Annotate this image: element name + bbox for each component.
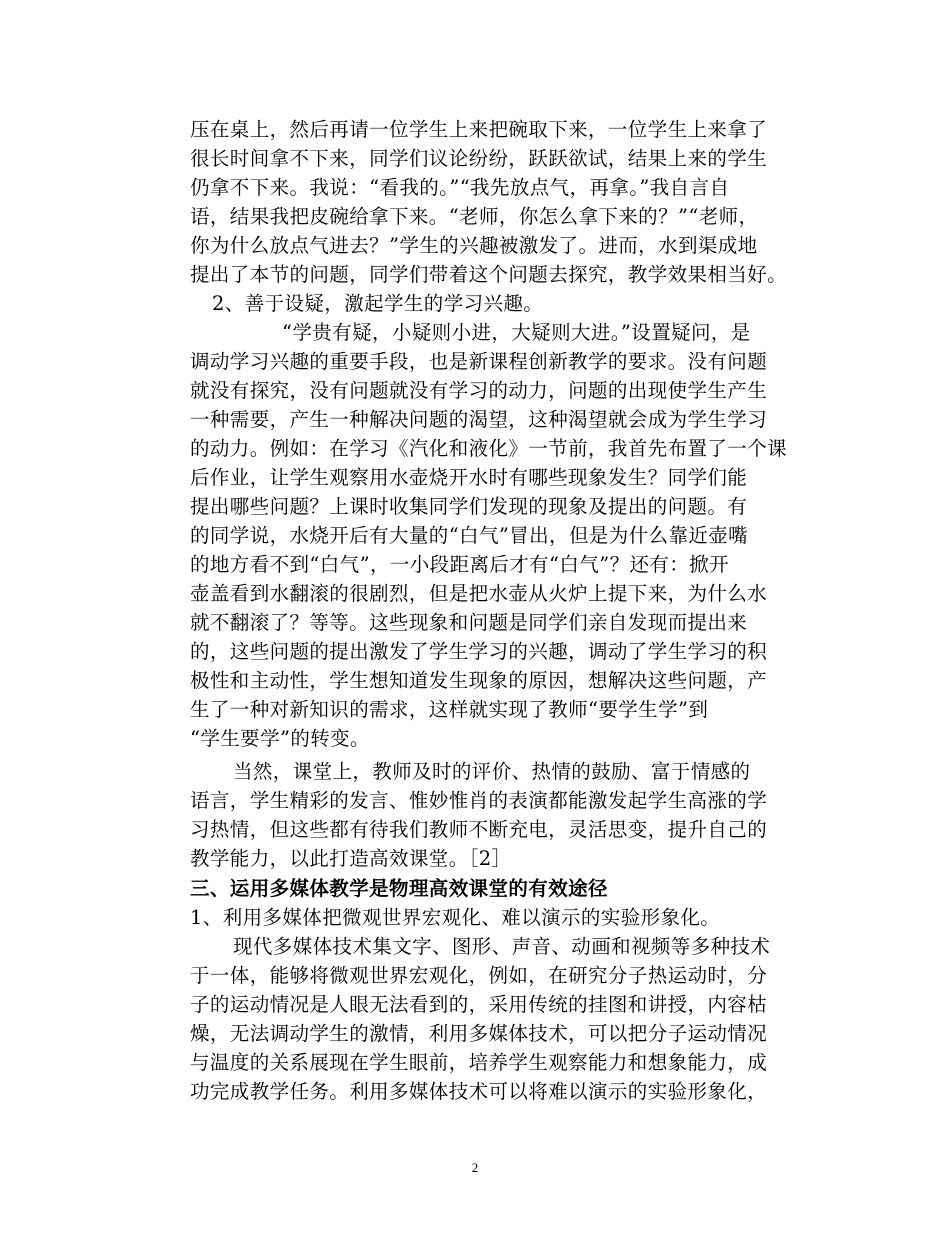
paragraph-line: 壶盖看到水翻滚的很剧烈，但是把水壶从火炉上提下来，为什么水 <box>190 582 768 605</box>
paragraph-line: 于一体，能够将微观世界宏观化，例如，在研究分子热运动时，分 <box>190 964 768 987</box>
paragraph-line: 的动力。例如：在学习《汽化和液化》一节前，我首先布置了一个课 <box>190 437 788 460</box>
subsection-heading: 1、利用多媒体把微观世界宏观化、难以演示的实验形象化。 <box>190 906 721 929</box>
paragraph-line: 提出了本节的问题，同学们带着这个问题去探究，教学效果相当好。 <box>190 263 788 286</box>
paragraph-line: 习热情，但这些都有待我们教师不断充电，灵活思变，提升自己的 <box>190 818 768 841</box>
paragraph-line: 调动学习兴趣的重要手段，也是新课程创新教学的要求。没有问题 <box>190 350 768 373</box>
paragraph-line: “学贵有疑，小疑则小进，大疑则大进。”设置疑问，是 <box>282 321 751 344</box>
paragraph-line: 与温度的关系展现在学生眼前，培养学生观察能力和想象能力，成 <box>190 1051 768 1074</box>
paragraph-line: 现代多媒体技术集文字、图形、声音、动画和视频等多种技术 <box>233 935 771 958</box>
paragraph-line: 你为什么放点气进去？”学生的兴趣被激发了。进而，水到渠成地 <box>190 234 758 257</box>
paragraph-line: 极性和主动性，学生想知道发生现象的原因，想解决这些问题，产 <box>190 669 768 692</box>
paragraph-line: 教学能力，以此打造高效课堂。［2］ <box>190 847 512 870</box>
paragraph-line: 提出哪些问题？上课时收集同学们发现的现象及提出的问题。有 <box>190 495 748 518</box>
paragraph-line: 功完成教学任务。利用多媒体技术可以将难以演示的实验形象化， <box>190 1080 768 1103</box>
paragraph-line: 语，结果我把皮碗给拿下来。“老师，你怎么拿下来的？”“老师， <box>190 205 759 228</box>
section-heading: 三、运用多媒体教学是物理高效课堂的有效途径 <box>190 877 608 900</box>
paragraph-line: 子的运动情况是人眼无法看到的，采用传统的挂图和讲授，内容枯 <box>190 993 768 1016</box>
paragraph-line: 生了一种对新知识的需求，这样就实现了教师“要学生学”到 <box>190 698 709 721</box>
subsection-heading: 2、善于设疑，激起学生的学习兴趣。 <box>212 292 544 315</box>
paragraph-line: 的同学说，水烧开后有大量的“白气”冒出，但是为什么靠近壶嘴 <box>190 524 749 547</box>
paragraph-line: 一种需要，产生一种解决问题的渴望，这种渴望就会成为学生学习 <box>190 408 768 431</box>
paragraph-line: 就没有探究，没有问题就没有学习的动力，问题的出现使学生产生 <box>190 379 768 402</box>
paragraph-line: 压在桌上，然后再请一位学生上来把碗取下来，一位学生上来拿了 <box>190 118 768 141</box>
paragraph-line: 后作业，让学生观察用水壶烧开水时有哪些现象发生？同学们能 <box>190 466 748 489</box>
paragraph-line: 燥，无法调动学生的激情，利用多媒体技术，可以把分子运动情况 <box>190 1022 768 1045</box>
paragraph-line: 很长时间拿不下来，同学们议论纷纷，跃跃欲试，结果上来的学生 <box>190 147 768 170</box>
paragraph-line: 仍拿不下来。我说：“看我的。”“我先放点气，再拿。”我自言自 <box>190 176 730 199</box>
paragraph-line: 的，这些问题的提出激发了学生学习的兴趣，调动了学生学习的积 <box>190 640 768 663</box>
paragraph-line: “学生要学”的转变。 <box>190 727 370 750</box>
paragraph-line: 的地方看不到“白气”，一小段距离后才有“白气”？还有：掀开 <box>190 553 729 576</box>
paragraph-line: 就不翻滚了？等等。这些现象和问题是同学们亲自发现而提出来 <box>190 611 748 634</box>
page-number: 2 <box>471 1160 479 1175</box>
paragraph-line: 语言，学生精彩的发言、惟妙惟肖的表演都能激发起学生高涨的学 <box>190 789 768 812</box>
paragraph-line: 当然，课堂上，教师及时的评价、热情的鼓励、富于情感的 <box>233 760 751 783</box>
